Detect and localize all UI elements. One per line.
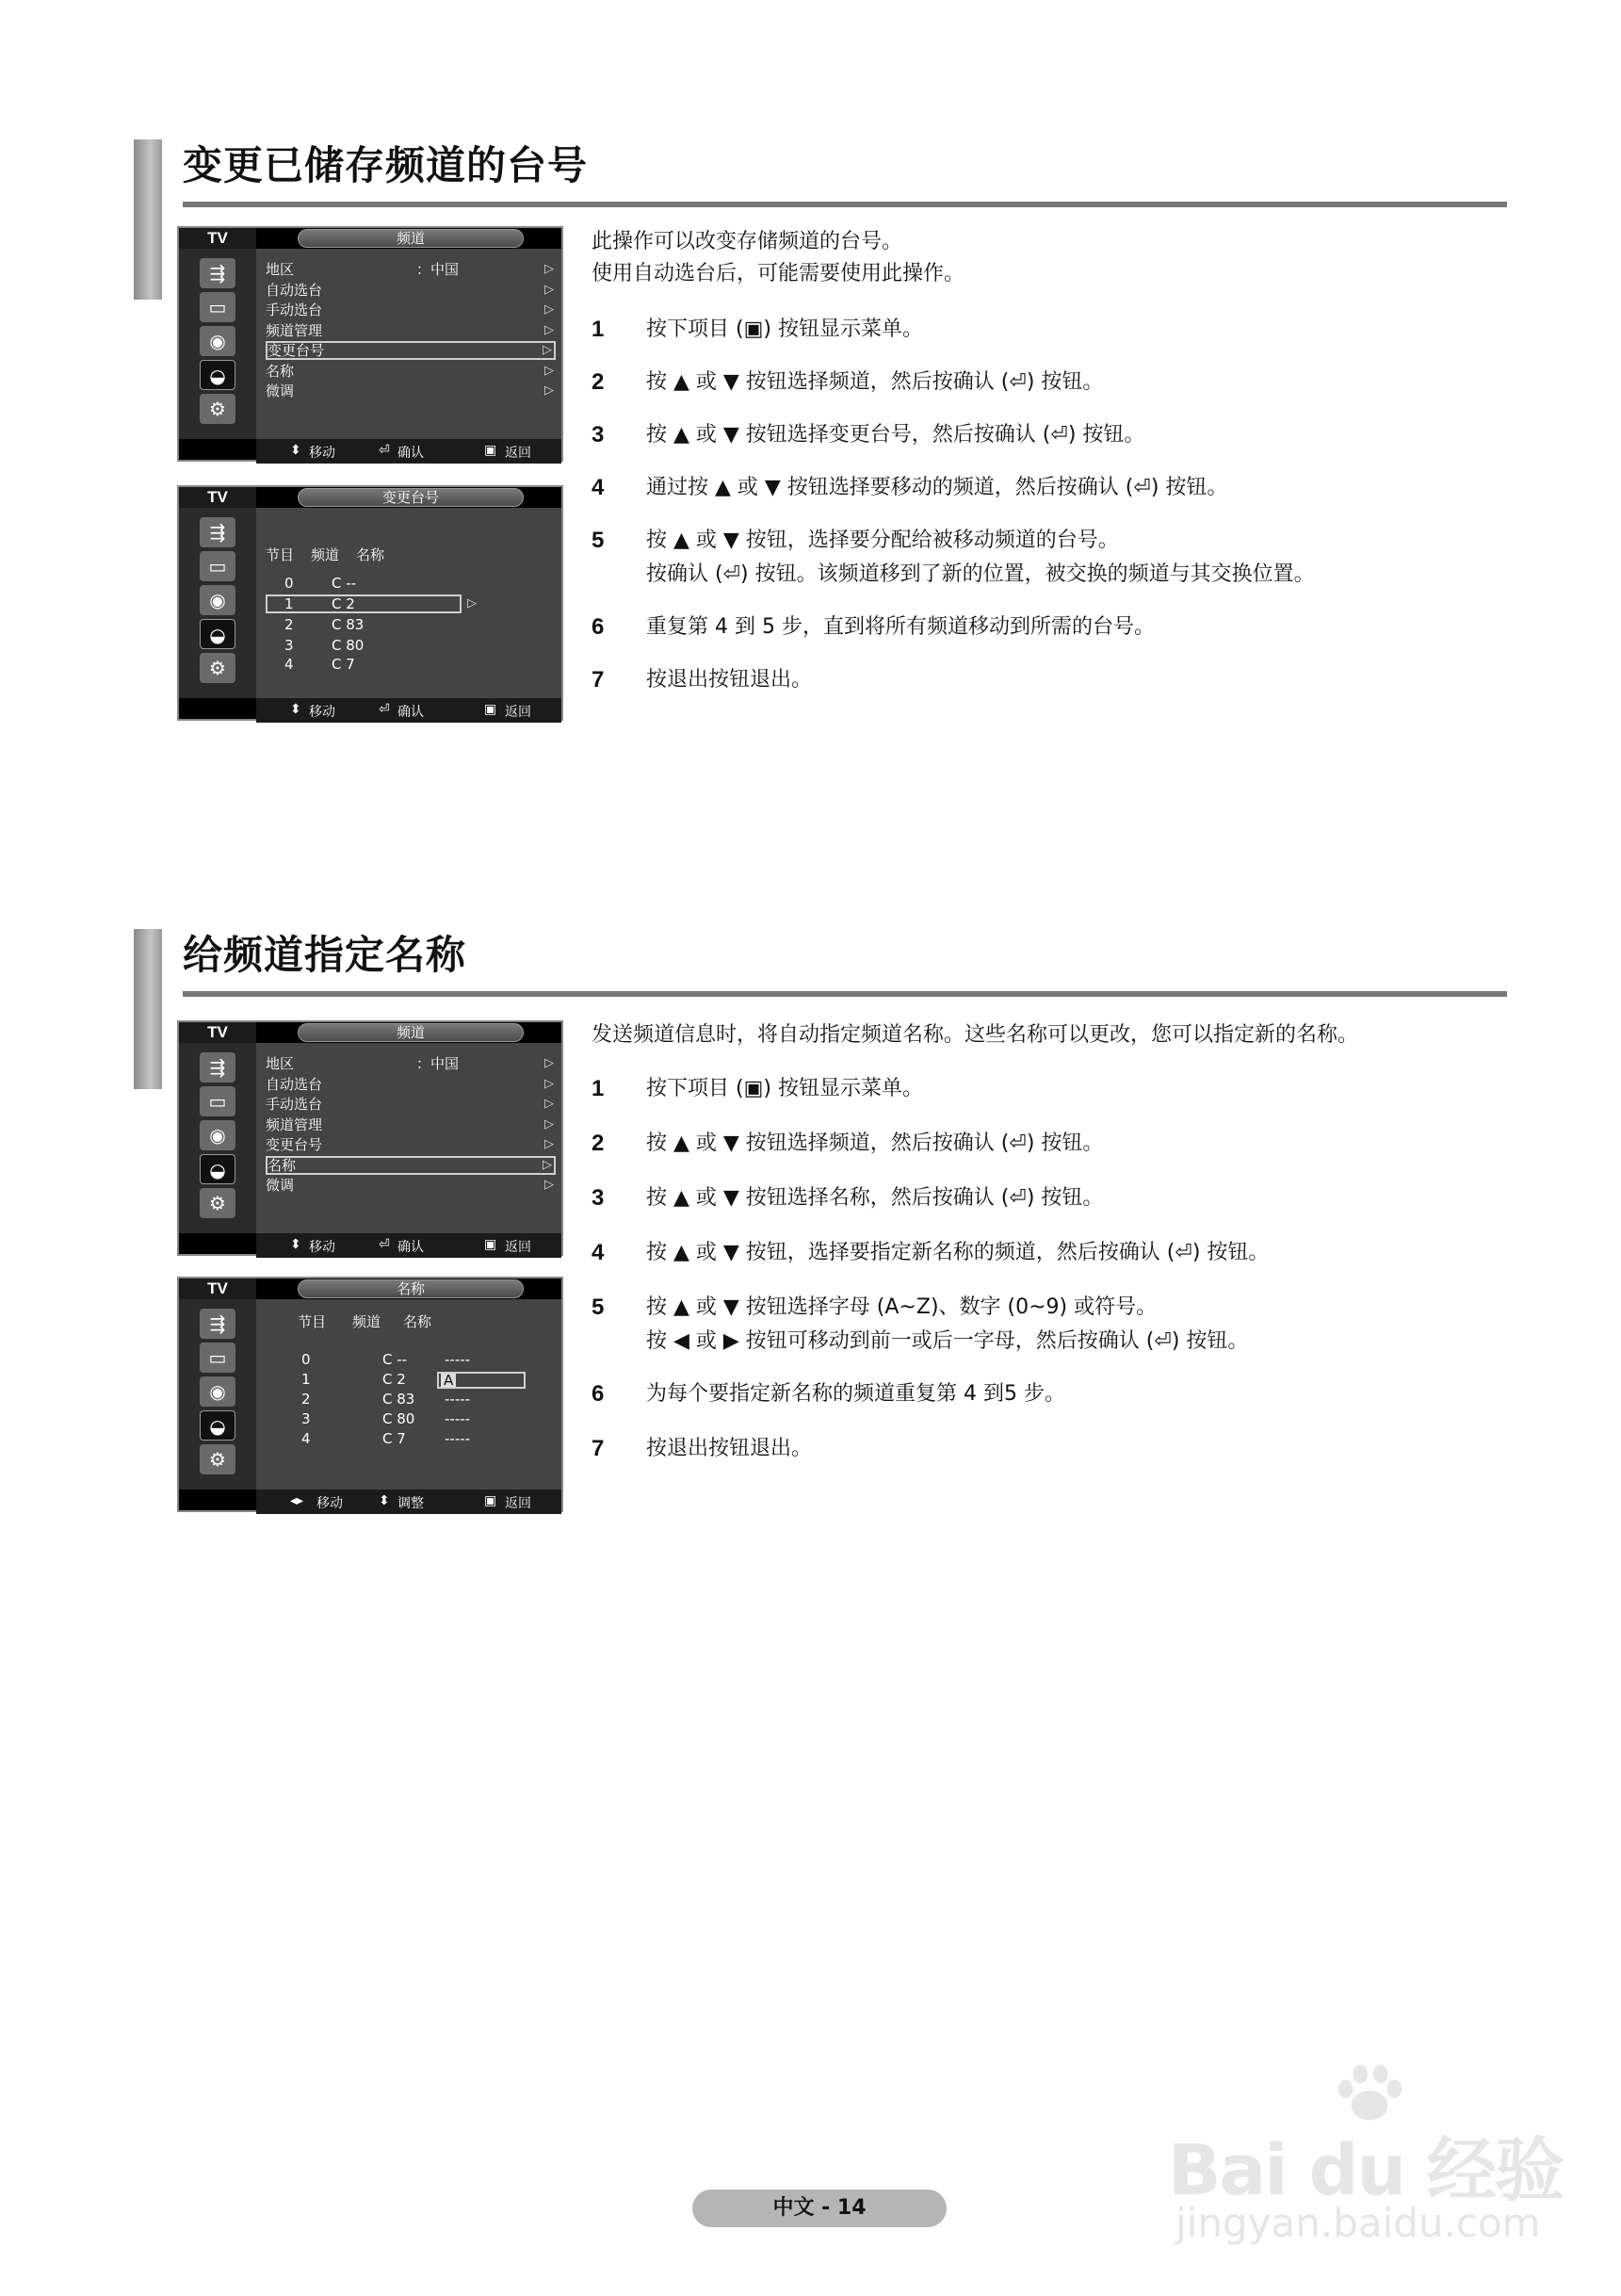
arrow-right-icon: ▷ bbox=[544, 1056, 554, 1070]
picture-icon[interactable]: ▭ bbox=[200, 551, 235, 581]
menu-item-region[interactable]: 地区 ：中国 ▷ bbox=[266, 261, 554, 278]
section-accent-bar bbox=[134, 139, 162, 300]
osd-sidebar bbox=[179, 508, 256, 698]
arrow-right-icon: ▷ bbox=[543, 1158, 552, 1172]
osd-sidebar bbox=[179, 249, 256, 439]
footer-move: 移动 bbox=[316, 1496, 343, 1511]
section-title: 变更已储存频道的台号 bbox=[183, 142, 589, 188]
osd-menu-list bbox=[256, 249, 561, 439]
return-icon: ▣ bbox=[484, 1237, 497, 1252]
menu-item-channel-manager[interactable]: 频道管理 ▷ bbox=[266, 1116, 554, 1133]
menu-item-manual-store[interactable]: 手动选台 ▷ bbox=[266, 1096, 554, 1113]
channel-icon[interactable]: ◒ bbox=[200, 619, 235, 649]
sound-icon[interactable]: ◉ bbox=[200, 1376, 235, 1407]
osd-tv-label: TV bbox=[179, 1022, 256, 1043]
osd-footer bbox=[256, 1490, 561, 1514]
arrow-right-icon: ▷ bbox=[544, 1097, 554, 1111]
arrow-right-icon: ▷ bbox=[544, 1178, 554, 1192]
section-header-name bbox=[134, 929, 1507, 1004]
return-icon: ▣ bbox=[484, 1493, 497, 1508]
footer-enter: 确认 bbox=[397, 446, 424, 461]
menu-item-auto-store[interactable]: 自动选台 ▷ bbox=[266, 1076, 554, 1093]
menu-item-name[interactable]: 名称 ▷ bbox=[266, 363, 554, 380]
intro-text: 此操作可以改变存储频道的台号。 使用自动选台后，可能需要使用此操作。 bbox=[592, 230, 965, 285]
arrow-right-icon: ▷ bbox=[467, 596, 477, 611]
arrow-right-icon: ▷ bbox=[544, 302, 554, 317]
watermark-url: jingyan.baidu.com bbox=[1175, 2200, 1541, 2246]
watermark-brand: Bai du 经验 bbox=[1168, 2130, 1563, 2211]
antenna-icon[interactable]: ⇶ bbox=[200, 1052, 235, 1083]
arrow-right-icon: ▷ bbox=[543, 343, 552, 357]
osd-name-table bbox=[177, 1277, 563, 1512]
setup-icon[interactable]: ⚙ bbox=[200, 394, 235, 424]
menu-item-region[interactable]: 地区 ：中国 ▷ bbox=[266, 1055, 554, 1072]
osd-footer bbox=[256, 1233, 561, 1258]
osd-table bbox=[256, 1299, 561, 1490]
antenna-icon[interactable]: ⇶ bbox=[200, 258, 235, 288]
osd-channel-menu bbox=[177, 226, 563, 462]
page-number: 中文 - 14 bbox=[692, 2190, 947, 2227]
arrow-right-icon: ▷ bbox=[544, 262, 554, 276]
updown-icon: ⬍ bbox=[290, 1237, 301, 1252]
sound-icon[interactable]: ◉ bbox=[200, 326, 235, 356]
osd-menu-list bbox=[256, 1043, 561, 1233]
picture-icon[interactable]: ▭ bbox=[200, 1086, 235, 1116]
enter-icon: ⏎ bbox=[379, 702, 390, 717]
osd-footer bbox=[256, 698, 561, 723]
table-row[interactable]: 2 C 83 bbox=[284, 616, 365, 633]
footer-move: 移动 bbox=[309, 446, 335, 461]
osd-tv-label: TV bbox=[179, 487, 256, 508]
updown-icon: ⬍ bbox=[379, 1493, 390, 1508]
section-header-renumber bbox=[134, 139, 1507, 215]
osd-sort-table bbox=[177, 485, 563, 721]
return-icon: ▣ bbox=[484, 702, 497, 717]
arrow-right-icon: ▷ bbox=[544, 1077, 554, 1091]
setup-icon[interactable]: ⚙ bbox=[200, 1444, 235, 1474]
footer-return: 返回 bbox=[505, 1240, 531, 1255]
channel-icon[interactable]: ◒ bbox=[200, 1410, 235, 1441]
section-title: 给频道指定名称 bbox=[183, 932, 467, 978]
osd-header: 变更台号 bbox=[298, 488, 524, 507]
picture-icon[interactable]: ▭ bbox=[200, 1343, 235, 1373]
picture-icon[interactable]: ▭ bbox=[200, 292, 235, 322]
channel-icon[interactable]: ◒ bbox=[200, 360, 235, 390]
osd-channel-menu bbox=[177, 1020, 563, 1256]
table-row[interactable]: 3 C 80 ----- bbox=[301, 1410, 471, 1427]
section-accent-bar bbox=[134, 929, 162, 1089]
setup-icon[interactable]: ⚙ bbox=[200, 653, 235, 683]
footer-move: 移动 bbox=[309, 705, 335, 720]
arrow-right-icon: ▷ bbox=[544, 323, 554, 337]
intro-text: 发送频道信息时，将自动指定频道名称。这些名称可以更改，您可以指定新的名称。 bbox=[592, 1023, 1359, 1047]
table-header: 节目 频道 名称 bbox=[266, 546, 385, 563]
table-row-selected[interactable]: 1 C 2 bbox=[301, 1371, 406, 1388]
updown-icon: ⬍ bbox=[290, 702, 301, 717]
footer-return: 返回 bbox=[505, 705, 531, 720]
menu-item-fine-tune[interactable]: 微调 ▷ bbox=[266, 383, 554, 399]
leftright-icon: ◂▸ bbox=[290, 1493, 304, 1508]
menu-item-sort[interactable]: 变更台号 ▷ bbox=[266, 1136, 554, 1153]
osd-tv-label: TV bbox=[179, 1278, 256, 1299]
table-header: 节目 频道 名称 bbox=[298, 1313, 432, 1330]
name-input[interactable]: A bbox=[437, 1372, 526, 1389]
updown-icon: ⬍ bbox=[290, 443, 301, 458]
sound-icon[interactable]: ◉ bbox=[200, 585, 235, 615]
enter-icon: ⏎ bbox=[379, 443, 390, 458]
osd-header: 名称 bbox=[298, 1279, 524, 1298]
antenna-icon[interactable]: ⇶ bbox=[200, 517, 235, 547]
arrow-right-icon: ▷ bbox=[544, 283, 554, 297]
osd-header: 频道 bbox=[298, 1023, 524, 1042]
footer-enter: 确认 bbox=[397, 705, 424, 720]
return-icon: ▣ bbox=[484, 443, 497, 458]
arrow-right-icon: ▷ bbox=[544, 1137, 554, 1151]
table-row[interactable]: 0 C -- bbox=[284, 575, 357, 592]
table-row[interactable]: 4 C 7 bbox=[284, 656, 355, 673]
osd-table bbox=[256, 508, 561, 698]
arrow-right-icon: ▷ bbox=[544, 364, 554, 378]
footer-enter: 确认 bbox=[397, 1240, 424, 1255]
table-row[interactable]: 3 C 80 bbox=[284, 637, 365, 654]
setup-icon[interactable]: ⚙ bbox=[200, 1188, 235, 1218]
footer-return: 返回 bbox=[505, 1496, 531, 1511]
footer-move: 移动 bbox=[309, 1240, 335, 1255]
osd-sidebar bbox=[179, 1043, 256, 1233]
section-rule bbox=[183, 202, 1507, 207]
table-row[interactable]: 0 C -- ----- bbox=[301, 1351, 471, 1368]
table-row[interactable]: 4 C 7 ----- bbox=[301, 1430, 471, 1447]
osd-sidebar bbox=[179, 1299, 256, 1490]
osd-header: 频道 bbox=[298, 229, 524, 248]
osd-tv-label: TV bbox=[179, 228, 256, 249]
menu-item-channel-manager[interactable]: 频道管理 ▷ bbox=[266, 322, 554, 339]
enter-icon: ⏎ bbox=[379, 1237, 390, 1252]
antenna-icon[interactable]: ⇶ bbox=[200, 1309, 235, 1339]
arrow-right-icon: ▷ bbox=[544, 383, 554, 398]
arrow-right-icon: ▷ bbox=[544, 1117, 554, 1132]
section-rule bbox=[183, 991, 1507, 997]
menu-item-sort[interactable]: 变更台号 ▷ bbox=[266, 341, 556, 360]
channel-icon[interactable]: ◒ bbox=[200, 1154, 235, 1184]
menu-item-manual-store[interactable]: 手动选台 ▷ bbox=[266, 301, 554, 318]
table-row[interactable]: 2 C 83 ----- bbox=[301, 1391, 471, 1408]
sound-icon[interactable]: ◉ bbox=[200, 1120, 235, 1150]
table-row-selected[interactable]: 1 C 2 bbox=[266, 594, 462, 613]
footer-adjust: 调整 bbox=[397, 1496, 424, 1511]
menu-item-auto-store[interactable]: 自动选台 ▷ bbox=[266, 282, 554, 299]
menu-item-fine-tune[interactable]: 微调 ▷ bbox=[266, 1177, 554, 1194]
menu-item-name[interactable]: 名称 ▷ bbox=[266, 1156, 556, 1175]
footer-return: 返回 bbox=[505, 446, 531, 461]
osd-footer bbox=[256, 439, 561, 464]
